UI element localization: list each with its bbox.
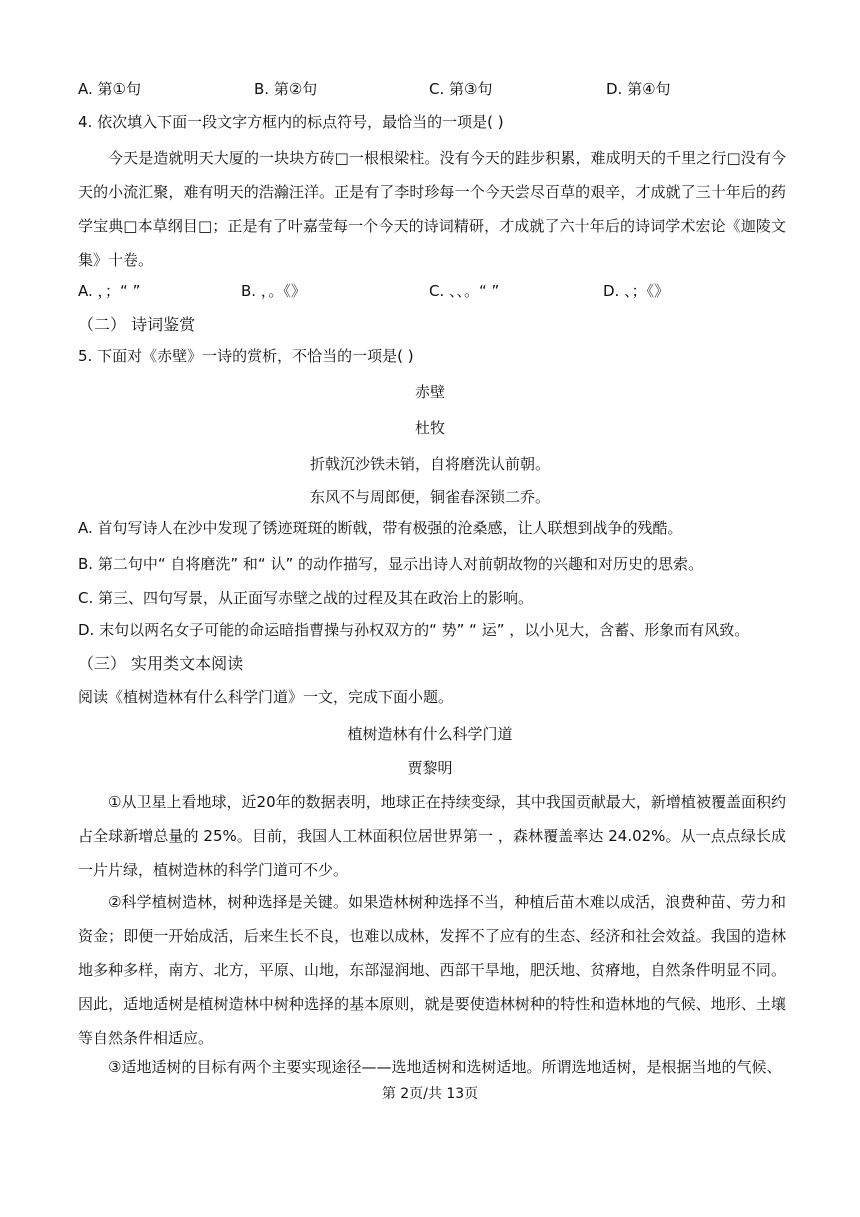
q5-option-c: C. 第三、四句写景，从正面写赤壁之战的过程及其在政治上的影响。 xyxy=(78,589,534,607)
poem-title: 赤壁 xyxy=(414,383,445,401)
section-heading-poetry: （二） 诗词鉴赏 xyxy=(78,315,196,334)
q4-option-c: C. 、、。“ ” xyxy=(429,282,500,300)
q4-option-a: A. ，；“ ” xyxy=(78,282,141,300)
article-paragraph-2: ②科学植树造林，树种选择是关键。如果造林树种选择不当，种植后苗木难以成活，浪费种苗、劳力和资金；即便一开始成活，后来生长不良，也难以成林，发挥不了应有的生态、经济和社会效益。我国的造林地多种多样，南方、北方，平原、山地，东部湿润地、西部干旱地，肥沃地、贫瘠地，自然条件明显不同。因此，适地适树是植树造林中树种选择的基本原则，就是要使造林树种的特性和造林地的气候、地形、土壤等自然条件相适应。 xyxy=(78,893,786,1047)
q3-option-c: C. 第③句 xyxy=(429,80,493,98)
q5-option-a: A. 首句写诗人在沙中发现了锈迹斑斑的断戟，带有极强的沧桑感，让人联想到战争的残酷。 xyxy=(78,519,683,537)
q4-passage: 今天是造就明天大厦的一块块方砖□一根根梁柱。没有今天的跬步积累，难成明天的千里之行□没有今天的小流汇聚，难有明天的浩瀚汪洋。正是有了李时珍每一个今天尝尽百草的艰辛，才成就了三十年后的药学宝典□本草纲目□；正是有了叶嘉莹每一个今天的诗词精研，才成就了六十年后的诗词学术宏论《迦陵文集》十卷。 xyxy=(78,149,786,269)
article-paragraph-1: ①从卫星上看地球，近20年的数据表明，地球正在持续变绿，其中我国贡献最大，新增植被覆盖面积约占全球新增总量的 25%。目前，我国人工林面积位居世界第一 ，森林覆盖率达 24.02%。从一点点绿长成一片片绿，植树造林的科学门道可不少。 xyxy=(78,793,786,879)
page-footer: 第 2页/共 13页 xyxy=(381,1086,479,1102)
poem-line-1: 折戟沉沙铁未销，自将磨洗认前朝。 xyxy=(309,455,550,473)
q3-option-a: A. 第①句 xyxy=(78,80,141,98)
article-title: 植树造林有什么科学门道 xyxy=(347,725,513,743)
q4-option-d: D. 、；《》 xyxy=(603,282,670,300)
reading-intro: 阅读《植树造林有什么科学门道》一文，完成下面小题。 xyxy=(78,688,454,706)
article-author: 贾黎明 xyxy=(407,759,453,777)
q4-option-b: B. ，。《》 xyxy=(241,282,306,300)
article-paragraph-3: ③适地适树的目标有两个主要实现途径——选地适树和选树适地。所谓选地适树，是根据当地的气候、 xyxy=(108,1058,782,1076)
section-heading-practical: （三） 实用类文本阅读 xyxy=(78,654,244,673)
q3-option-d: D. 第④句 xyxy=(606,80,671,98)
q5-option-b: B. 第二句中“ 自将磨洗” 和“ 认” 的动作描写，显示出诗人对前朝故物的兴趣和对历史的思索。 xyxy=(78,555,703,573)
poem-author: 杜牧 xyxy=(414,419,445,437)
q5-option-d: D. 末句以两名女子可能的命运暗指曹操与孙权双方的“ 势” “ 运” ，以小见大，含蓄、形象而有风致。 xyxy=(78,621,750,639)
poem-line-2: 东风不与周郎便，铜雀春深锁二乔。 xyxy=(309,488,550,506)
q4-stem: 4. 依次填入下面一段文字方框内的标点符号，最恰当的一项是( ) xyxy=(78,113,504,131)
q5-stem: 5. 下面对《赤壁》一诗的赏析，不恰当的一项是( ) xyxy=(78,347,414,365)
q3-option-b: B. 第②句 xyxy=(254,80,318,98)
